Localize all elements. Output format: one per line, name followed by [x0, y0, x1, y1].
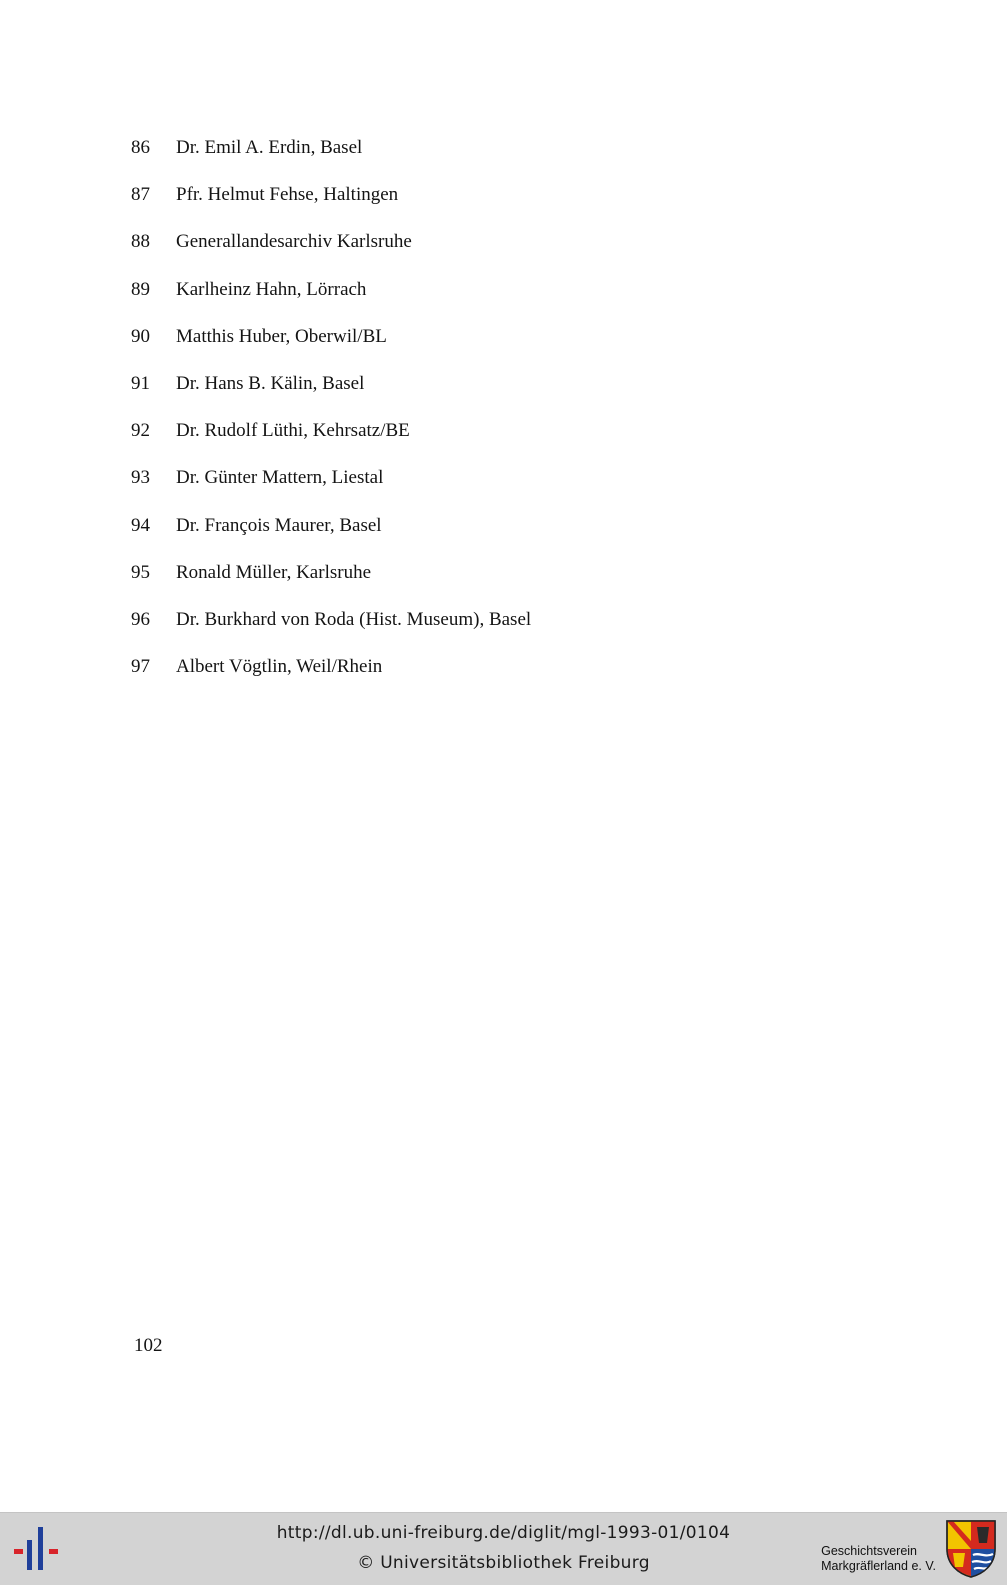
entry-name: Karlheinz Hahn, Lörrach: [176, 278, 367, 300]
entry-number: 92: [131, 420, 150, 442]
footer-bar: [0, 1512, 1007, 1585]
list-item: [131, 559, 831, 606]
entry-number: 88: [131, 231, 150, 253]
entry-number: 94: [131, 514, 150, 536]
entry-number: 95: [131, 561, 150, 583]
list-item: [131, 181, 831, 228]
entry-number: 97: [131, 656, 150, 678]
list-item: [131, 606, 831, 653]
list-item: [131, 653, 831, 700]
coat-of-arms-icon: [945, 1519, 997, 1579]
list-item: [131, 323, 831, 370]
entry-name: Dr. Rudolf Lüthi, Kehrsatz/BE: [176, 420, 410, 442]
page-number: 102: [134, 1335, 163, 1356]
list-item: [131, 417, 831, 464]
list-item: [131, 134, 831, 181]
entry-name: Albert Vögtlin, Weil/Rhein: [176, 656, 383, 678]
list-item: [131, 276, 831, 323]
entry-name: Dr. Burkhard von Roda (Hist. Museum), Basel: [176, 608, 532, 630]
copyright-notice: © Universitätsbibliothek Freiburg: [357, 1553, 650, 1573]
entry-name: Matthis Huber, Oberwil/BL: [176, 325, 387, 347]
list-item: [131, 228, 831, 275]
document-url-link[interactable]: http://dl.ub.uni-freiburg.de/diglit/mgl-1993-01/0104: [276, 1523, 731, 1543]
entry-number: 96: [131, 608, 150, 630]
entry-number: 93: [131, 467, 150, 489]
list-item: [131, 464, 831, 511]
list-item: [131, 512, 831, 559]
entry-number: 86: [131, 137, 150, 158]
society-name: [821, 1544, 936, 1574]
entry-number: 91: [131, 372, 150, 394]
entry-name: Dr. Emil A. Erdin, Basel: [176, 137, 363, 158]
society-name-line1: Geschichtsverein: [821, 1544, 917, 1558]
entry-name: Ronald Müller, Karlsruhe: [176, 561, 372, 583]
list-item: [131, 370, 831, 417]
entry-list: [131, 134, 831, 700]
entry-number: 87: [131, 184, 150, 206]
entry-name: Generallandesarchiv Karlsruhe: [176, 231, 412, 253]
society-name-line2: Markgräflerland e. V.: [821, 1559, 936, 1573]
entry-name: Dr. Günter Mattern, Liestal: [176, 467, 384, 489]
entry-number: 90: [131, 325, 150, 347]
entry-number: 89: [131, 278, 150, 300]
entry-name: Pfr. Helmut Fehse, Haltingen: [176, 184, 399, 206]
entry-name: Dr. Hans B. Kälin, Basel: [176, 372, 365, 394]
entry-name: Dr. François Maurer, Basel: [176, 514, 382, 536]
